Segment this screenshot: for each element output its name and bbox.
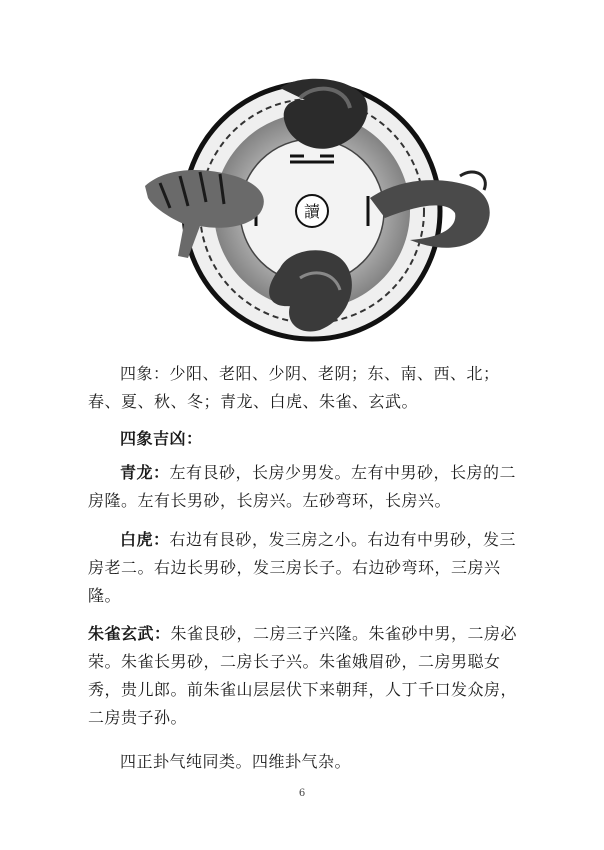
- baihu-paragraph: [88, 526, 528, 610]
- zhuque-paragraph: [88, 620, 528, 732]
- center-glyph: 讀: [303, 202, 321, 221]
- baihu-text: 右边有艮砂，发三房之小。右边有中男砂，发三房老二。右边长男砂，发三房长子。右边砂弯环，三房兴隆。: [88, 530, 517, 605]
- baihu-label: 白虎：: [120, 530, 170, 549]
- intro-paragraph: 四象：少阳、老阳、少阴、老阴；东、南、西、北；春、夏、秋、冬；青龙、白虎、朱雀、玄武。: [88, 364, 500, 411]
- qinglong-paragraph: [88, 459, 528, 515]
- qinglong-label: 青龙：: [120, 463, 170, 482]
- page-number: 6: [298, 788, 306, 799]
- zhuque-text: 朱雀艮砂，二房三子兴隆。朱雀砂中男，二房必荣。朱雀长男砂，二房长子兴。朱雀娥眉砂，二房男聪女秀，贵儿郎。前朱雀山层层伏下来朝拜，人丁千口发众房，二房贵子孙。: [88, 624, 518, 727]
- qinglong-text: 左有艮砂，长房少男发。左有中男砂，长房的二房隆。左有长男砂，长房兴。左砂弯环，长房兴。: [88, 463, 517, 510]
- section-heading: 四象吉凶：: [120, 429, 203, 448]
- zhuque-label: 朱雀玄武：: [88, 624, 171, 643]
- closing-paragraph: 四正卦气纯同类。四维卦气杂。: [120, 752, 352, 771]
- four-symbols-illustration: [140, 68, 498, 350]
